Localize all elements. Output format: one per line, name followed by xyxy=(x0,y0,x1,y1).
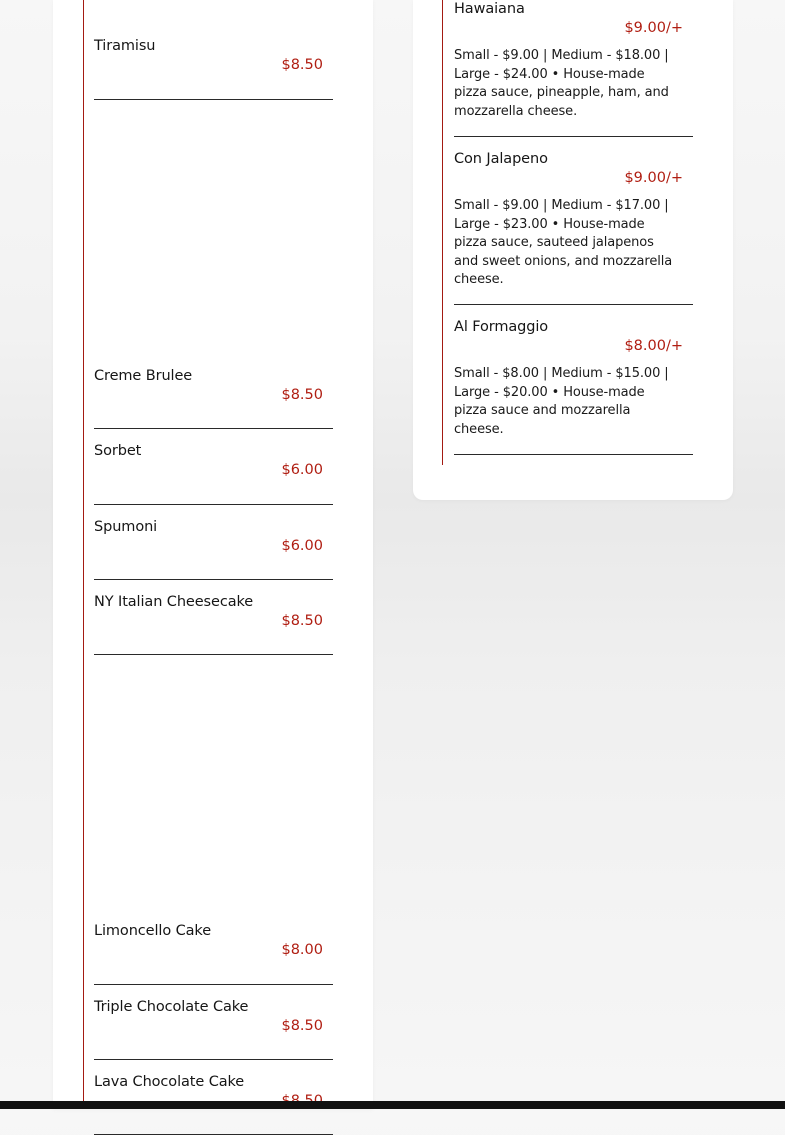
item-description: Small - $9.00 | Medium - $18.00 | Large - $24.00 • House-made pizza sauce, pineapple, ham, and mozzarella cheese. xyxy=(454,48,669,119)
item-description: Small - $8.00 | Medium - $15.00 | Large - $20.00 • House-made pizza sauce and mozzarella cheese. xyxy=(454,366,669,437)
menu-item-con-jalapeno[interactable] xyxy=(454,151,693,305)
item-price: $9.00/+ xyxy=(624,20,683,36)
menu-item-ny-italian-cheesecake[interactable] xyxy=(94,594,333,655)
menu-item-limoncello-cake[interactable] xyxy=(94,923,333,985)
item-price: $8.50 xyxy=(281,387,323,403)
item-price: $9.00/+ xyxy=(624,170,683,186)
item-price: $6.00 xyxy=(281,538,323,554)
item-name: NY Italian Cheesecake xyxy=(94,594,254,610)
menu-item-tiramisu[interactable] xyxy=(94,38,333,100)
menu-item-spumoni[interactable] xyxy=(94,519,333,580)
item-name: Tiramisu xyxy=(94,38,156,54)
accent-line xyxy=(442,0,443,465)
item-name: Hawaiana xyxy=(454,1,525,17)
menu-item-creme-brulee[interactable] xyxy=(94,368,333,429)
menu-item-sorbet[interactable] xyxy=(94,443,333,505)
item-name: Sorbet xyxy=(94,443,142,459)
item-price: $8.00 xyxy=(281,942,323,958)
menu-item-hawaiana[interactable] xyxy=(454,1,693,137)
item-price: $6.00 xyxy=(281,462,323,478)
item-price: $8.50 xyxy=(281,57,323,73)
item-description: Small - $9.00 | Medium - $17.00 | Large - $23.00 • House-made pizza sauce, sauteed jalapenos and sweet onions, and mozzarella cheese. xyxy=(454,198,673,288)
accent-line xyxy=(83,0,84,1109)
bottom-bar xyxy=(0,1101,785,1109)
menu-item-al-formaggio[interactable] xyxy=(454,319,693,455)
item-name: Creme Brulee xyxy=(94,368,193,384)
item-name: Con Jalapeno xyxy=(454,151,548,167)
item-name: Lava Chocolate Cake xyxy=(94,1074,245,1090)
dessert-menu-card xyxy=(53,0,373,1109)
item-price: $8.50 xyxy=(281,613,323,629)
item-name: Triple Chocolate Cake xyxy=(94,999,249,1015)
menu-item-triple-chocolate-cake[interactable] xyxy=(94,999,333,1060)
item-price: $8.50 xyxy=(281,1018,323,1034)
item-name: Spumoni xyxy=(94,519,158,535)
pizza-menu-card xyxy=(413,0,733,500)
item-price: $8.00/+ xyxy=(624,338,683,354)
item-name: Al Formaggio xyxy=(454,319,549,335)
item-name: Limoncello Cake xyxy=(94,923,212,939)
